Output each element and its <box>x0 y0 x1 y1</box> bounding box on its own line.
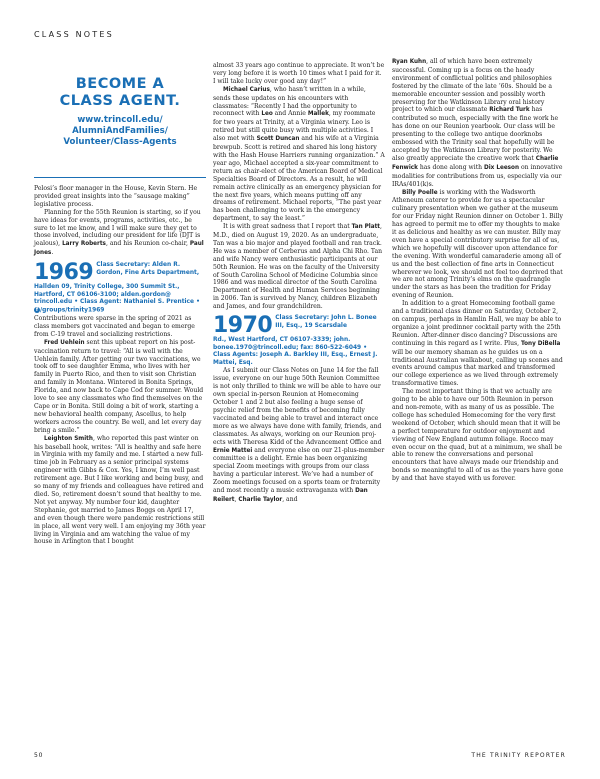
column-1 <box>34 185 206 546</box>
paragraph: Leighton Smith, who reported this past winter on his baseball hook, writes: “All is healthy and safe here in Virginia with my family and me. I started a new full-time job in February as a senior principal systems engineer with Gibbs & Cox. Yes, I know, I’m well past retirement age. But I like working and being busy, and so many of my friends and colleagues have retired and died. So, retirement doesn’t sound that healthy to me. Not yet anyway. My number four kid, daughter Stephanie, got married to James Boggs on April 17, and even though there were pandemic restrictions still in place, all went very well. I am enjoying my 36th year living in Virginia and am watching the value of my house in Arlington that I bought <box>34 434 206 546</box>
class-year: 1970 <box>213 313 273 339</box>
facebook-icon[interactable]: f <box>35 306 39 313</box>
paragraph: Pelosi’s floor manager in the House, Kevin Stern. He provided great insights into the “sausage making” legislative process. <box>34 185 198 208</box>
paragraph: Ryan Kuhn, all of which have been extremely successful. Coming up is a focus on the heady environment of conflictual politics and philosophies fostered by the climate of the late ’60s. Should be a memorable encounter session and possibly worth preserving for the Watkinson Library oral history project to which our classmate Richard Turk has contributed so much, especially with the fine work he has done on our Reunion yearbook. Our class will be presenting to the college two antique doorknobs embossed with the Trinity seal that hopefully will be accepted by the Watkinson Library for posterity. We also greatly appreciate the creative work that Charlie Fenwick has done along with Dix Leeson on innovative modalities for contributions from us, especially via our IRAs/401(k)s. <box>392 58 563 188</box>
paragraph: Michael Carius, who hasn’t written in a while, sends these updates on his encounters with classmates: “Recently I had the opportunity to reconnect with Leo and Annie Mallek, my roommate for two years at Trinity, at a Virginia winery. Leo is retired but still quite busy with multiple activities. I also met with Scott Duncan and his wife at a Virginia brewpub. Scott is retired and shared his long history with the Hash House Harriers running organization.” A year ago, Michael accepted a six-year commitment to return as chair-elect of the American Board of Medical Specialties Board of Directors. As a result, he will remain active clinically as an emergency physician for the next five years, which means putting off any dreams of retirement. Michael reports, “The past year has been challenging to work in the emergency department, to say the least.” <box>213 85 385 223</box>
paragraph: As I submit our Class Notes on June 14 for the fall issue, everyone on our huge 50th Reunion Committee is not only thrilled to think we will be able to have our own special in-person Reunion at Homecoming October 1 and 2 but also feeling a huge sense of psychic relief from the benefits of becoming fully vaccinated and being able to travel and interact once more as we always have done with family, friends, and classmates. As always, working on our Reunion projects with Theresa Kidd of the Advancement Office and Ernie Mattei and everyone else on our 21-plus-member committee is a delight. Ernie has been organizing special Zoom meetings with groups from our class having a particular interest. We’ve had a number of Zoom meetings focused on a sports team or fraternity and most recently a music extravaganza with Dan Reilert, Charlie Taylor, and <box>213 367 385 503</box>
paragraph: Planning for the 55th Reunion is starting, so if you have ideas for events, programs, activities, etc., be sure to let me know, and I will make sure they get to those involved, including our president for life (DJT is jealous), Larry Roberts, and his Reunion co-chair, Paul Jones. <box>34 208 204 257</box>
class-1970-heading <box>213 315 385 337</box>
paragraph: It is with great sadness that I report that Tan Platt, M.D., died on August 19, 2020. As an undergraduate, Tan was a bio major and played football and ran track. He was a member of Cerberus and Alpha Chi Rho. Tan and wife Nancy were enthusiastic participants at our 50th Reunion. He was on the faculty of the University of South Carolina School of Medicine Columbia since 1986 and was medical director of the South Carolina Department of Health and Human Services beginning in 2006. Tan is survived by Nancy, children Elizabeth and James, and four grandchildren. <box>213 223 383 311</box>
publication-name: THE TRINITY REPORTER <box>471 752 566 759</box>
paragraph: The most important thing is that we actually are going to be able to have our 50th Reunion in person and non-remote, with as many of us as possible. The college has scheduled Homecoming for the very first weekend of October, which should mean that it will be a perfect temperature for outdoor enjoyment and viewing of New England autumn foliage. Rocco may even occur on the quad, but at a minimum, we shall be able to renew the conversations and personal encounters that have always made our friendship and bonds so meaningful to all of us as the years have gone by and that have stayed with us forever. <box>392 388 564 483</box>
paragraph: In addition to a great Homecoming football game and a traditional class dinner on Saturday, October 2, on campus, perhaps in Hamlin Hall, we may be able to organize a joint predinner cocktail party with the 25th Reunion. After-dinner disco dancing? Discussions are continuing in this regard as I write. Plus, Tony DiBella will be our memory shaman as he guides us on a traditional Australian walkabout, calling up scenes and events around campus that marked and transformed our college experience as we lived through extremely transformative times. <box>392 300 563 388</box>
class-secretary-contact: Rd., West Hartford, CT 06107-3339; john. bonee.1970@trincoll.edu; fax: 860-522-6049 • Class Agents: Joseph A. Barkley III, Esq., Ernest J. Mattei, Esq. <box>213 337 378 366</box>
column-3 <box>392 58 564 483</box>
class-secretary-info: Class Secretary: Alden R. Gordon, Fine Arts Department, <box>96 262 200 276</box>
paragraph: Billy Poelle is working with the Wadsworth Atheneum caterer to provide for us a spectacular culinary presentation when we gather at the museum for our Friday night Reunion dinner on October 1. Billy has agreed to permit me to offer my thoughts to make it as delicious and healthy as we can muster. Billy may even have a special contributory surprise for all of us, which we hopefully will discover upon attendance for the evening. With wonderful camaraderie among all of us and the best collection of fine arts in Connecticut wherever we look, we should not feel too deprived that we are not among Trinity’s elms on the quadrangle under the stars as has been the tradition for Friday evening of Reunion. <box>392 188 563 300</box>
class-secretary-contact: Hallden 09, Trinity College, 300 Summit St., Hartford, CT 06106-3100; alden.gordon@ trincoll.edu • Class Agent: Nathaniel S. Prentice • f /groups/trinity1969 <box>34 284 200 314</box>
class-year: 1969 <box>34 260 94 286</box>
class-secretary-info: Class Secretary: John L. Bonee III, Esq., 19 Scarsdale <box>275 315 377 329</box>
page-number: 50 <box>34 752 44 759</box>
facebook-group-link[interactable]: /groups/trinity1969 <box>40 307 105 314</box>
promo-title: BECOME A CLASS AGENT. <box>59 76 181 109</box>
class-1969-heading <box>34 262 206 284</box>
column-2 <box>213 62 385 505</box>
class-agent-promo <box>34 62 206 178</box>
section-header: CLASS NOTES <box>34 30 114 39</box>
promo-url-link[interactable]: www.trincoll.edu/ AlumniAndFamilies/ Volunteer/Class-Agents <box>63 115 177 147</box>
paragraph: Fred Uehlein sent this upbeat report on his post-vaccination return to travel: “All is well with the Uehlein family. After getting our two vaccinations, we took off to see daughter Emma, who lives with her family in Puerto Rico, and then to visit son Christian and family in Montana. Wintered in Bonita Springs, Florida, and now back to Cape Cod for summer. Would love to see any classmates who find themselves on the Cape or in Bonita. Still doing a bit of work, starting a new behavioral health company, Ascellus, to help workers across the country. Be well, and let every day bring a smile.” <box>34 338 204 434</box>
paragraph: Contributions were sparse in the spring of 2021 as class members got vaccinated and began to emerge from C-19 travel and socializing restrictions. <box>34 315 195 338</box>
paragraph: almost 33 years ago continue to appreciate. It won’t be very long before it is worth 10 times what I paid for it. I will take lucky over good any day!” <box>213 62 385 85</box>
